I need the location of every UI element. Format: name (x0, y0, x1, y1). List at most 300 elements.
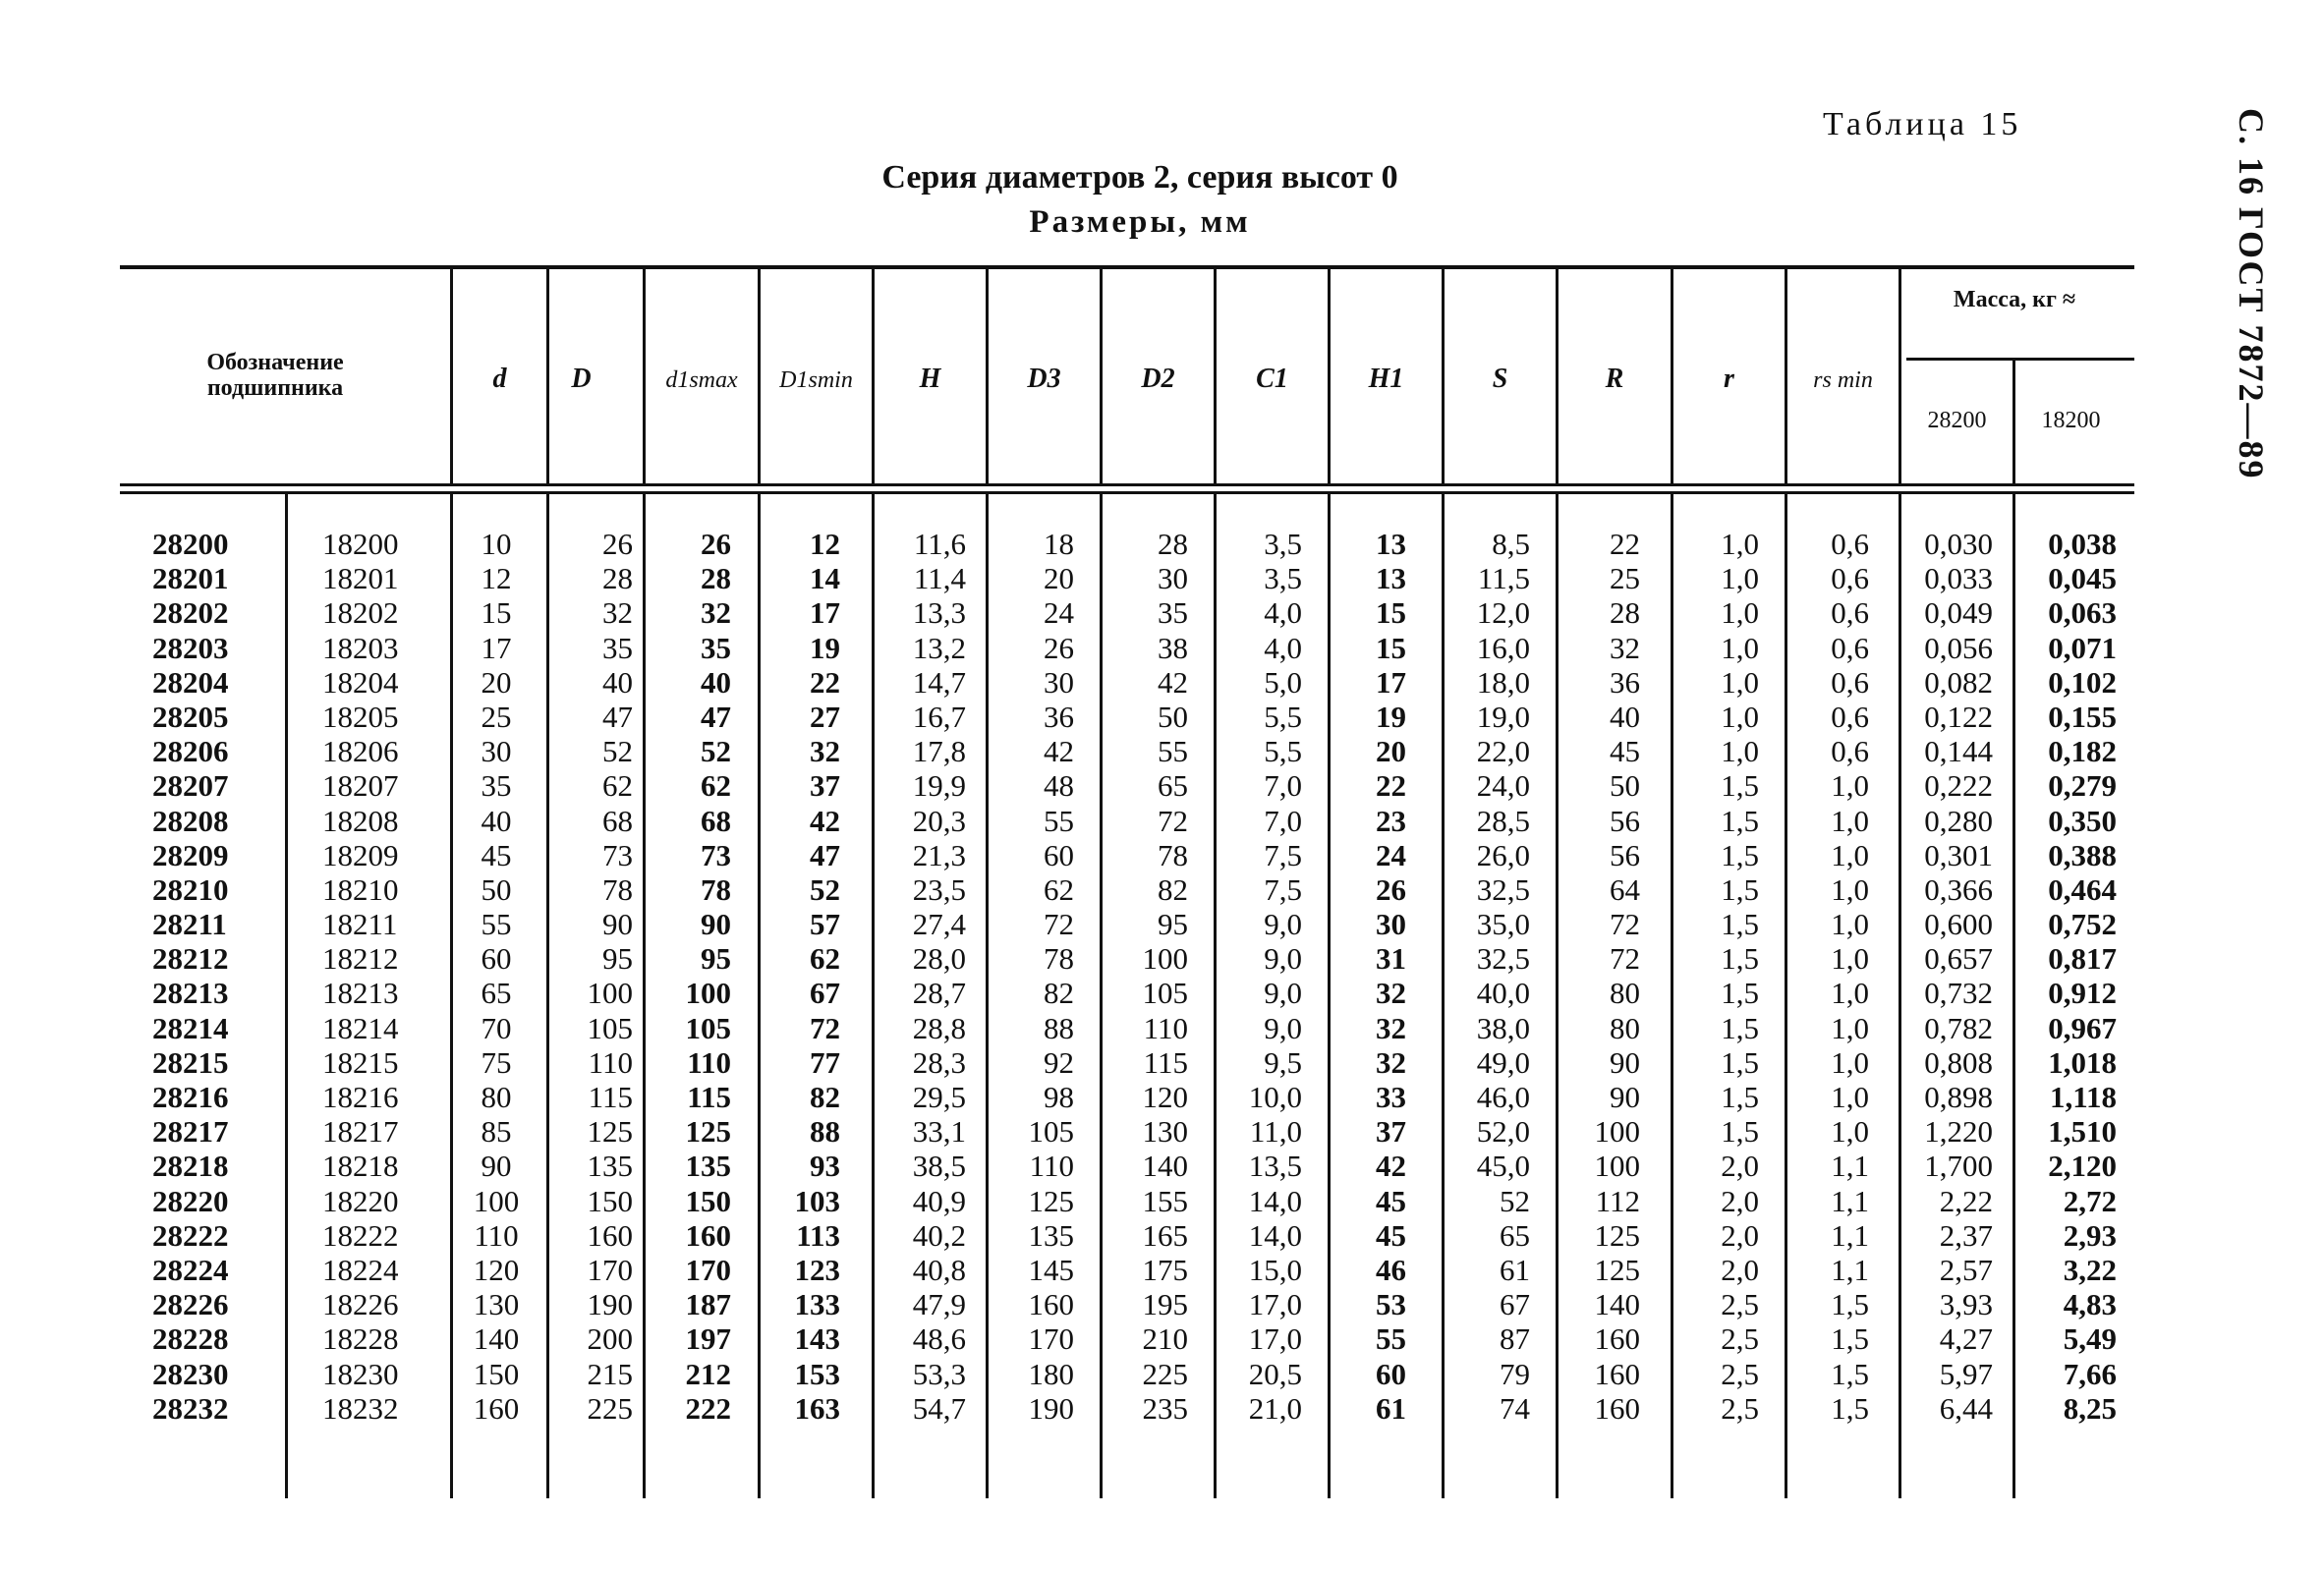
column-H (881, 527, 966, 1426)
cell-rsmin: 1,0 (1831, 941, 1869, 977)
col-divider (2012, 494, 2015, 1498)
cell-D3: 190 (1028, 1390, 1074, 1426)
cell-des-b: 18206 (322, 734, 399, 769)
cell-D2: 110 (1143, 1010, 1188, 1045)
cell-mass-a: 0,782 (1924, 1010, 1993, 1045)
cell-mass-a: 3,93 (1939, 1287, 1993, 1322)
cell-r: 2,0 (1721, 1252, 1759, 1287)
cell-D1smin: 123 (794, 1252, 840, 1287)
cell-des-b: 18232 (322, 1390, 399, 1426)
cell-R: 140 (1594, 1287, 1640, 1322)
cell-R: 125 (1594, 1217, 1640, 1253)
cell-S: 49,0 (1476, 1044, 1530, 1080)
cell-rsmin: 1,0 (1831, 803, 1869, 838)
cell-rsmin: 0,6 (1831, 664, 1869, 700)
cell-mass-b: 2,72 (2063, 1183, 2117, 1218)
cell-r: 2,5 (1721, 1356, 1759, 1391)
cell-S: 74 (1500, 1390, 1530, 1426)
cell-D2: 55 (1158, 734, 1188, 769)
cell-D2: 35 (1158, 595, 1188, 631)
cell-mass-b: 1,018 (2048, 1044, 2117, 1080)
cell-D: 100 (587, 976, 633, 1011)
cell-D2: 225 (1142, 1356, 1188, 1391)
cell-mass-a: 0,808 (1924, 1044, 1993, 1080)
cell-rsmin: 0,6 (1831, 561, 1869, 596)
cell-des-b: 18204 (322, 664, 399, 700)
cell-rsmin: 1,5 (1831, 1321, 1869, 1357)
cell-H: 48,6 (912, 1321, 966, 1357)
cell-des-a: 28218 (152, 1149, 229, 1184)
cell-d1smax: 212 (685, 1356, 731, 1391)
cell-mass-a: 6,44 (1939, 1390, 1993, 1426)
cell-D3: 18 (1044, 527, 1074, 561)
cell-D: 135 (587, 1149, 633, 1184)
cell-D: 62 (602, 768, 633, 804)
cell-mass-a: 0,056 (1924, 630, 1993, 665)
cell-r: 1,5 (1721, 837, 1759, 872)
cell-r: 1,0 (1721, 527, 1759, 561)
cell-des-a: 28232 (152, 1390, 229, 1426)
cell-d1smax: 52 (701, 734, 731, 769)
cell-D1smin: 113 (796, 1217, 840, 1253)
cell-mass-a: 0,600 (1924, 907, 1993, 942)
cell-D2: 115 (1143, 1044, 1188, 1080)
cell-D3: 60 (1044, 837, 1074, 872)
cell-H1: 45 (1376, 1217, 1406, 1253)
cell-H: 40,9 (912, 1183, 966, 1218)
cell-H1: 60 (1376, 1356, 1406, 1391)
cell-mass-b: 0,155 (2048, 699, 2117, 734)
cell-D2: 130 (1142, 1114, 1188, 1150)
cell-R: 160 (1594, 1356, 1640, 1391)
cell-d: 25 (481, 699, 512, 734)
cell-des-a: 28211 (152, 907, 227, 942)
cell-r: 1,5 (1721, 803, 1759, 838)
cell-H1: 45 (1376, 1183, 1406, 1218)
cell-des-a: 28204 (152, 664, 229, 700)
cell-mass-b: 0,350 (2048, 803, 2117, 838)
cell-r: 1,5 (1721, 1080, 1759, 1114)
cell-mass-b: 0,817 (2048, 941, 2117, 977)
cell-D2: 235 (1142, 1390, 1188, 1426)
cell-des-b: 18210 (322, 871, 399, 907)
cell-des-b: 18217 (322, 1114, 399, 1150)
col-divider (1100, 494, 1103, 1498)
cell-D3: 62 (1044, 871, 1074, 907)
cell-H: 28,7 (912, 976, 966, 1011)
cell-H1: 17 (1376, 664, 1406, 700)
cell-R: 160 (1594, 1390, 1640, 1426)
cell-D3: 72 (1044, 907, 1074, 942)
cell-rsmin: 1,1 (1831, 1183, 1869, 1218)
cell-D1smin: 72 (810, 1010, 840, 1045)
cell-mass-b: 2,120 (2048, 1149, 2117, 1184)
cell-S: 52,0 (1476, 1114, 1530, 1150)
cell-rsmin: 1,0 (1831, 1044, 1869, 1080)
col-divider (1556, 494, 1559, 1498)
cell-H1: 23 (1376, 803, 1406, 838)
cell-d: 70 (481, 1010, 512, 1045)
cell-D2: 105 (1142, 976, 1188, 1011)
cell-d1smax: 47 (701, 699, 731, 734)
cell-C1: 14,0 (1248, 1217, 1302, 1253)
cell-d1smax: 35 (701, 630, 731, 665)
cell-C1: 21,0 (1248, 1390, 1302, 1426)
cell-S: 46,0 (1476, 1080, 1530, 1114)
cell-D: 90 (602, 907, 633, 942)
cell-d: 35 (481, 768, 512, 804)
cell-des-a: 28230 (152, 1356, 229, 1391)
cell-D3: 110 (1029, 1149, 1074, 1184)
cell-mass-b: 0,967 (2048, 1010, 2117, 1045)
cell-H1: 42 (1376, 1149, 1406, 1184)
cell-d1smax: 26 (701, 527, 731, 561)
column-H1 (1337, 527, 1406, 1426)
cell-C1: 5,5 (1264, 734, 1302, 769)
cell-des-b: 18209 (322, 837, 399, 872)
cell-d: 15 (481, 595, 512, 631)
cell-R: 125 (1594, 1252, 1640, 1287)
cell-mass-b: 0,071 (2048, 630, 2117, 665)
cell-mass-a: 0,049 (1924, 595, 1993, 631)
cell-des-a: 28210 (152, 871, 229, 907)
cell-D2: 120 (1142, 1080, 1188, 1114)
cell-d1smax: 62 (701, 768, 731, 804)
cell-D3: 20 (1044, 561, 1074, 596)
cell-S: 79 (1500, 1356, 1530, 1391)
cell-D2: 165 (1142, 1217, 1188, 1253)
cell-S: 40,0 (1476, 976, 1530, 1011)
cell-des-b: 18205 (322, 699, 399, 734)
cell-d1smax: 73 (701, 837, 731, 872)
cell-C1: 7,0 (1264, 768, 1302, 804)
cell-R: 100 (1594, 1114, 1640, 1150)
column-D2 (1109, 527, 1188, 1426)
cell-rsmin: 1,0 (1831, 1080, 1869, 1114)
cell-des-b: 18202 (322, 595, 399, 631)
cell-C1: 17,0 (1248, 1287, 1302, 1322)
cell-d1smax: 90 (701, 907, 731, 942)
cell-S: 11,5 (1477, 561, 1530, 596)
cell-H: 17,8 (912, 734, 966, 769)
cell-d1smax: 32 (701, 595, 731, 631)
cell-H1: 20 (1376, 734, 1406, 769)
cell-H1: 15 (1376, 595, 1406, 631)
cell-des-a: 28220 (152, 1183, 229, 1218)
header-D3: D3 (1027, 364, 1061, 394)
cell-D: 40 (602, 664, 633, 700)
cell-D2: 65 (1158, 768, 1188, 804)
cell-mass-b: 0,464 (2048, 871, 2117, 907)
cell-D2: 72 (1158, 803, 1188, 838)
cell-r: 1,0 (1721, 734, 1759, 769)
cell-rsmin: 1,0 (1831, 976, 1869, 1011)
cell-R: 56 (1610, 803, 1640, 838)
cell-D3: 105 (1028, 1114, 1074, 1150)
cell-des-b: 18224 (322, 1252, 399, 1287)
cell-D3: 98 (1044, 1080, 1074, 1114)
cell-D: 32 (602, 595, 633, 631)
column-d1smax (652, 527, 731, 1426)
cell-d: 110 (474, 1217, 519, 1253)
cell-mass-b: 1,118 (2049, 1080, 2117, 1114)
cell-H: 28,3 (912, 1044, 966, 1080)
cell-D3: 78 (1044, 941, 1074, 977)
cell-S: 8,5 (1492, 527, 1530, 561)
cell-d: 30 (481, 734, 512, 769)
cell-rsmin: 1,0 (1831, 768, 1869, 804)
cell-d: 12 (481, 561, 512, 596)
cell-C1: 5,5 (1264, 699, 1302, 734)
col-divider (1785, 494, 1787, 1498)
cell-d: 90 (481, 1149, 512, 1184)
cell-r: 1,5 (1721, 1114, 1759, 1150)
cell-D2: 140 (1142, 1149, 1188, 1184)
cell-D2: 38 (1158, 630, 1188, 665)
cell-C1: 9,0 (1264, 907, 1302, 942)
col-divider (1899, 494, 1901, 1498)
col-divider (546, 494, 549, 1498)
cell-D3: 42 (1044, 734, 1074, 769)
cell-D1smin: 12 (810, 527, 840, 561)
cell-des-b: 18214 (322, 1010, 399, 1045)
cell-R: 36 (1610, 664, 1640, 700)
cell-mass-b: 0,752 (2048, 907, 2117, 942)
cell-des-a: 28207 (152, 768, 229, 804)
cell-S: 22,0 (1476, 734, 1530, 769)
cell-R: 40 (1610, 699, 1640, 734)
cell-d1smax: 68 (701, 803, 731, 838)
cell-r: 2,0 (1721, 1149, 1759, 1184)
cell-mass-a: 4,27 (1939, 1321, 1993, 1357)
cell-R: 112 (1595, 1183, 1640, 1218)
cell-H1: 13 (1376, 561, 1406, 596)
cell-rsmin: 1,0 (1831, 837, 1869, 872)
cell-mass-b: 0,102 (2048, 664, 2117, 700)
cell-D: 160 (587, 1217, 633, 1253)
cell-C1: 14,0 (1248, 1183, 1302, 1218)
table-title: Серия диаметров 2, серия высот 0 (881, 159, 1398, 196)
cell-d: 150 (473, 1356, 520, 1391)
cell-mass-a: 0,301 (1924, 837, 1993, 872)
cell-D2: 100 (1142, 941, 1188, 977)
cell-mass-b: 2,93 (2063, 1217, 2117, 1253)
cell-S: 52 (1500, 1183, 1530, 1218)
column-C1 (1223, 527, 1302, 1426)
cell-d: 160 (473, 1390, 520, 1426)
cell-mass-b: 0,388 (2048, 837, 2117, 872)
cell-des-a: 28224 (152, 1252, 229, 1287)
cell-C1: 3,5 (1264, 527, 1302, 561)
cell-H1: 26 (1376, 871, 1406, 907)
cell-D3: 30 (1044, 664, 1074, 700)
cell-S: 26,0 (1476, 837, 1530, 872)
cell-d1smax: 125 (685, 1114, 731, 1150)
column-rsmin (1794, 527, 1869, 1426)
cell-H: 54,7 (912, 1390, 966, 1426)
cell-D1smin: 52 (810, 871, 840, 907)
cell-des-a: 28226 (152, 1287, 229, 1322)
cell-d1smax: 170 (685, 1252, 731, 1287)
cell-H: 53,3 (912, 1356, 966, 1391)
col-divider (986, 494, 989, 1498)
col-divider (1442, 494, 1445, 1498)
cell-mass-a: 0,657 (1924, 941, 1993, 977)
cell-S: 32,5 (1476, 871, 1530, 907)
cell-rsmin: 1,0 (1831, 871, 1869, 907)
cell-D: 225 (587, 1390, 633, 1426)
cell-r: 1,0 (1721, 561, 1759, 596)
cell-des-a: 28213 (152, 976, 229, 1011)
cell-D3: 36 (1044, 699, 1074, 734)
cell-mass-b: 1,510 (2048, 1114, 2117, 1150)
cell-D3: 160 (1028, 1287, 1074, 1322)
cell-des-b: 18208 (322, 803, 399, 838)
cell-rsmin: 1,1 (1831, 1217, 1869, 1253)
cell-D: 190 (587, 1287, 633, 1322)
cell-des-b: 18201 (322, 561, 399, 596)
cell-D1smin: 62 (810, 941, 840, 977)
cell-H1: 22 (1376, 768, 1406, 804)
cell-S: 87 (1500, 1321, 1530, 1357)
cell-D: 35 (602, 630, 633, 665)
table-top-rule (120, 265, 2134, 269)
cell-rsmin: 1,1 (1831, 1149, 1869, 1184)
cell-D3: 92 (1044, 1044, 1074, 1080)
cell-d1smax: 160 (685, 1217, 731, 1253)
cell-D: 28 (602, 561, 633, 596)
col-divider (1328, 494, 1331, 1498)
header-d1smax: d1smax (665, 367, 738, 393)
cell-H1: 32 (1376, 1044, 1406, 1080)
cell-d: 85 (481, 1114, 512, 1150)
cell-D: 125 (587, 1114, 633, 1150)
cell-d1smax: 28 (701, 561, 731, 596)
cell-d: 100 (473, 1183, 520, 1218)
cell-H1: 31 (1376, 941, 1406, 977)
cell-D1smin: 32 (810, 734, 840, 769)
cell-R: 32 (1610, 630, 1640, 665)
header-bottom-rule-2 (120, 491, 2134, 494)
cell-des-a: 28222 (152, 1217, 229, 1253)
cell-D1smin: 93 (810, 1149, 840, 1184)
cell-H: 20,3 (912, 803, 966, 838)
header-H: H (919, 364, 941, 394)
cell-D1smin: 103 (794, 1183, 840, 1218)
cell-D1smin: 88 (810, 1114, 840, 1150)
cell-H1: 33 (1376, 1080, 1406, 1114)
cell-R: 28 (1610, 595, 1640, 631)
cell-R: 45 (1610, 734, 1640, 769)
cell-S: 28,5 (1476, 803, 1530, 838)
cell-H1: 24 (1376, 837, 1406, 872)
cell-C1: 5,0 (1264, 664, 1302, 700)
cell-des-a: 28214 (152, 1010, 229, 1045)
cell-D: 170 (587, 1252, 633, 1287)
cell-des-a: 28215 (152, 1044, 229, 1080)
cell-C1: 3,5 (1264, 561, 1302, 596)
cell-r: 1,5 (1721, 976, 1759, 1011)
cell-r: 1,5 (1721, 907, 1759, 942)
cell-H1: 32 (1376, 1010, 1406, 1045)
cell-D: 200 (587, 1321, 633, 1357)
cell-d: 120 (473, 1252, 520, 1287)
cell-C1: 4,0 (1264, 595, 1302, 631)
column-R (1565, 527, 1640, 1426)
header-r: r (1724, 364, 1734, 394)
cell-des-a: 28216 (152, 1080, 229, 1114)
cell-r: 1,0 (1721, 699, 1759, 734)
cell-mass-a: 0,082 (1924, 664, 1993, 700)
cell-R: 72 (1610, 907, 1640, 942)
cell-C1: 7,5 (1264, 837, 1302, 872)
cell-H: 14,7 (912, 664, 966, 700)
cell-d1smax: 100 (685, 976, 731, 1011)
cell-d1smax: 135 (685, 1149, 731, 1184)
column-S (1451, 527, 1530, 1426)
cell-mass-b: 0,279 (2048, 768, 2117, 804)
column-D1smin (767, 527, 840, 1426)
cell-D2: 42 (1158, 664, 1188, 700)
cell-D1smin: 37 (810, 768, 840, 804)
cell-C1: 13,5 (1248, 1149, 1302, 1184)
cell-H1: 37 (1376, 1114, 1406, 1150)
cell-C1: 11,0 (1249, 1114, 1302, 1150)
cell-des-b: 18215 (322, 1044, 399, 1080)
cell-d: 20 (481, 664, 512, 700)
cell-des-a: 28208 (152, 803, 229, 838)
cell-des-a: 28228 (152, 1321, 229, 1357)
column-r (1680, 527, 1759, 1426)
cell-d1smax: 110 (687, 1044, 731, 1080)
cell-D2: 28 (1158, 527, 1188, 561)
cell-r: 1,0 (1721, 630, 1759, 665)
cell-d: 40 (481, 803, 512, 838)
cell-d1smax: 95 (701, 941, 731, 977)
column-D (556, 527, 633, 1426)
cell-S: 67 (1500, 1287, 1530, 1322)
col-divider (1899, 269, 1901, 483)
cell-d1smax: 187 (685, 1287, 731, 1322)
cell-r: 1,0 (1721, 664, 1759, 700)
cell-d1smax: 40 (701, 664, 731, 700)
header-S: S (1492, 364, 1508, 394)
cell-des-a: 28217 (152, 1114, 229, 1150)
cell-R: 100 (1594, 1149, 1640, 1184)
cell-D1smin: 143 (794, 1321, 840, 1357)
cell-r: 1,5 (1721, 768, 1759, 804)
cell-d1smax: 78 (701, 871, 731, 907)
cell-d1smax: 150 (685, 1183, 731, 1218)
cell-S: 18,0 (1476, 664, 1530, 700)
cell-mass-a: 0,030 (1924, 527, 1993, 561)
cell-rsmin: 1,5 (1831, 1390, 1869, 1426)
cell-D1smin: 17 (810, 595, 840, 631)
header-bottom-rule (120, 483, 2134, 486)
cell-des-b: 18226 (322, 1287, 399, 1322)
cell-des-b: 18228 (322, 1321, 399, 1357)
cell-mass-b: 3,22 (2063, 1252, 2117, 1287)
cell-d: 130 (473, 1287, 520, 1322)
cell-D: 105 (587, 1010, 633, 1045)
cell-S: 32,5 (1476, 941, 1530, 977)
cell-D3: 82 (1044, 976, 1074, 1011)
cell-mass-a: 2,22 (1939, 1183, 1993, 1218)
cell-H1: 30 (1376, 907, 1406, 942)
cell-D1smin: 57 (810, 907, 840, 942)
cell-R: 80 (1610, 1010, 1640, 1045)
cell-S: 24,0 (1476, 768, 1530, 804)
